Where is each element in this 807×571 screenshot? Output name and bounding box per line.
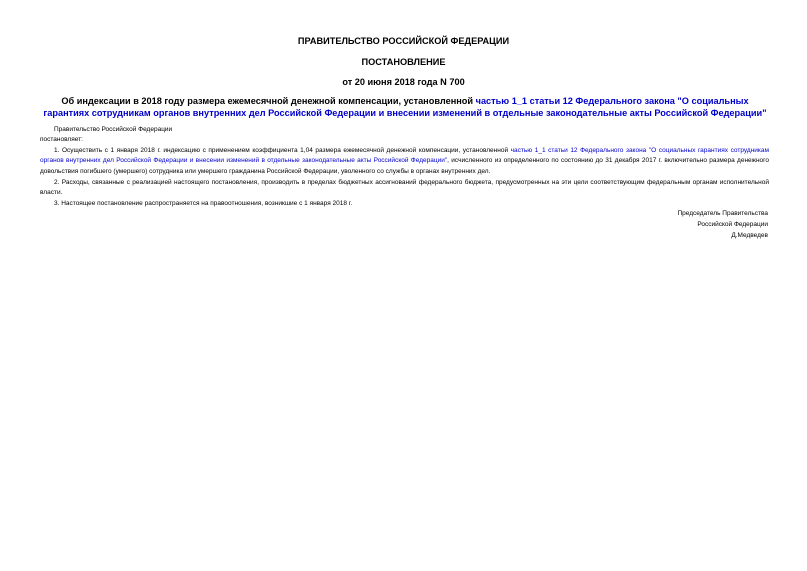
document-date-number: от 20 июня 2018 года N 700 (342, 77, 465, 87)
document-type-heading: ПОСТАНОВЛЕНИЕ (361, 57, 446, 67)
intro-government: Правительство Российской Федерации (54, 126, 173, 133)
title-text: Об индексации в 2018 году размера ежемесячной денежной компенсации, установленной (61, 96, 476, 106)
signature-name: Д.Медведев (731, 232, 768, 239)
signature-position: Председатель Правительства (677, 210, 768, 217)
signature-organization: Российской Федерации (697, 221, 768, 228)
paragraph-1-text-end: , исчисленного из определенного по состоянию до 31 декабря 2017 г. включительно размера денежного довольствия погибшего (умершего) сотрудника или умершего гражданина Российской Федерации, уволенного со службы в органах внутренних дел. (40, 157, 769, 175)
paragraph-3: 3. Настоящее постановление распространяется на правоотношения, возникшие с 1 января 2018 г. (54, 200, 353, 207)
paragraph-1-text: 1. Осуществить с 1 января 2018 г. индексацию с применением коэффициента 1,04 размера ежемесячной денежной компенсации, установленной (54, 147, 511, 154)
paragraph-1-law-link[interactable]: частью 1_1 статьи 12 Федерального закона "О социальных гарантиях сотрудникам органов внутренних дел Российской Федерации и внесении изменений в отдельные законодательные акты Российской Федерации" (40, 147, 769, 165)
paragraph-2: 2. Расходы, связанные с реализацией настоящего постановления, производить в пределах бюджетных ассигнований федерального бюджета, предусмотренных на эти цели соответствующим федеральным органам исполнительной власти. (40, 179, 769, 197)
paragraph-1 (40, 146, 769, 177)
government-heading: ПРАВИТЕЛЬСТВО РОССИЙСКОЙ ФЕДЕРАЦИИ (297, 36, 510, 46)
title-law-link[interactable]: частью 1_1 статьи 12 Федерального закона "О социальных гарантиях сотрудникам органов внутренних дел Российской Федерации и внесении изменений в отдельные законодательные акты Российской Федерации" (43, 96, 767, 118)
document-title (40, 96, 770, 119)
intro-decree: постановляет: (40, 136, 83, 143)
